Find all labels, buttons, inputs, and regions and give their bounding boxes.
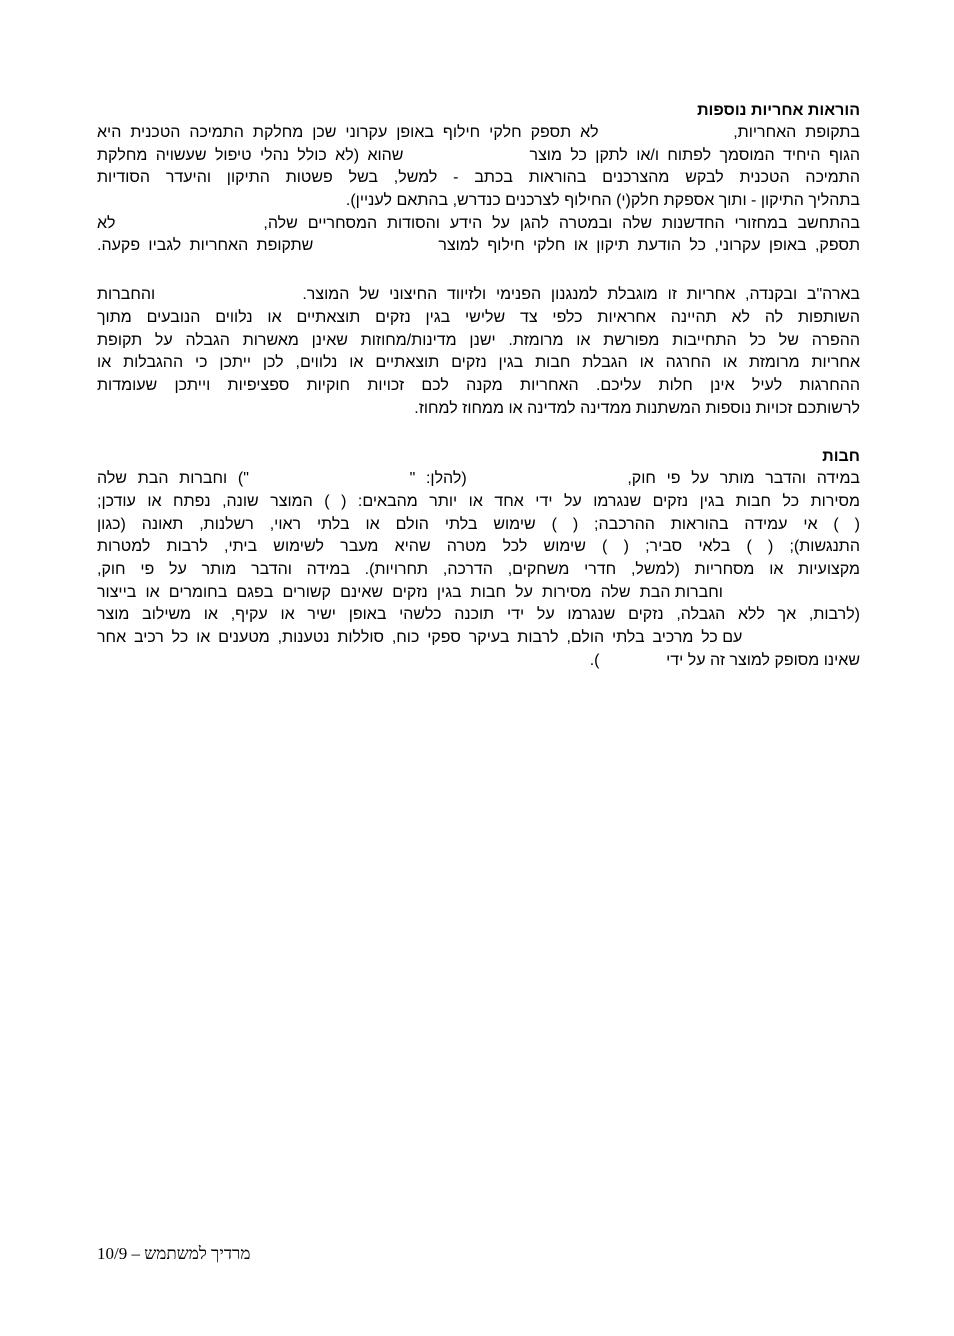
section-liability	[97, 446, 860, 672]
paragraph-line: בארה"ב ובקנדה, אחריות זו מוגבלת למנגנון הפנימי ולזיווד החיצוני של המוצר. והחברות	[97, 286, 860, 304]
paragraph-line: (לרבות, אך ללא הגבלה, נזקים שנגרמו על ידי תוכנה כלשהי באופן ישיר או עקיף, או משילוב מוצר	[97, 606, 860, 624]
page-footer: מרדיך למשתמש – 10/9	[97, 1244, 251, 1263]
paragraph-line: מסירות כל חבות בגין נזקים שנגרמו על ידי אחד או יותר מהבאים: ( ) המוצר שונה, נפתח או עודכן;	[97, 492, 860, 510]
paragraph-line: תספק, באופן עקרוני, כל הודעת תיקון או חלקי חילוף למוצר שתקופת האחריות לגביו פקעה.	[97, 237, 860, 255]
paragraph-line: שאינו מסופק למוצר זה על ידי ).	[589, 651, 860, 669]
paragraph-gap	[97, 420, 860, 446]
paragraph-line: עם כל מרכיב בלתי הולם, לרבות בעיקר ספקי כוח, סוללות נטענות, מטענים או כל רכיב אחר	[97, 629, 860, 647]
section-heading: חבות	[822, 448, 860, 466]
paragraph-line: ( ) אי עמידה בהוראות ההרכבה; ( ) שימוש בלתי הולם או בלתי ראוי, רשלנות, תאונה (כגון	[97, 515, 860, 533]
paragraph-line: בתקופת האחריות, לא תספק חלקי חילוף באופן עקרוני שכן מחלקת התמיכה הטכנית היא	[97, 124, 860, 141]
section-heading: הוראות אחריות נוספות	[697, 102, 860, 119]
paragraph-line: לרשותכם זכויות נוספות המשתנות ממדינה למדינה או ממחוז למחוז.	[414, 399, 860, 417]
paragraph-line: אחריות מרומזת או החרגה או הגבלת חבות בגין נזקים תוצאתיים או נלווים, לכן ייתכן כי ההגבלות או	[97, 354, 860, 372]
paragraph-line: מקצועיות או מסחריות (למשל, חדרי משחקים, הדרכה, תחרויות). במידה והדבר מותר על פי חוק,	[97, 561, 860, 578]
paragraph-line: וחברות הבת שלה מסירות על חבות בגין נזקים שאינם קשורים בפגם בחומרים או בייצור	[97, 583, 860, 601]
paragraph-line: התמיכה הטכנית לבקש מהצרכנים בהוראות בכתב - למשל, בשל פשטות התיקון והיעדר הסודיות	[97, 169, 860, 187]
paragraph-line: התנגשות); ( ) בלאי סביר; ( ) שימוש לכל מטרה שהיא מעבר לשימוש ביתי, לרבות למטרות	[97, 538, 860, 556]
paragraph-line: בהתחשב במחזורי החדשנות שלה ובמטרה להגן על הידע והסודות המסחריים שלה, לא	[97, 214, 860, 232]
paragraph-line: ההחרגות לעיל אינן חלות עליכם. האחריות מקנה לכם זכויות חוקיות ספציפיות וייתכן שעומדות	[97, 376, 860, 394]
section-additional-warranty	[97, 100, 860, 258]
paragraph-gap	[97, 258, 860, 284]
paragraph-line: בתהליך התיקון - ותוך אספקת חלק(י) החילוף לצרכנים כנדרש, בהתאם לעניין).	[345, 192, 860, 210]
document-body	[97, 100, 860, 672]
paragraph-line: במידה והדבר מותר על פי חוק, (להלן: " ") וחברות הבת שלה	[97, 470, 860, 488]
paragraph-line: השותפות לה לא תהיינה אחראיות כלפי צד שלישי בגין נזקים תוצאתיים או נלווים הנובעים מתוך	[97, 308, 860, 326]
section-us-canada	[97, 284, 860, 420]
paragraph-line: ההפרה של כל התחייבות מפורשת או מרומזת. ישנן מדינות/מחוזות שאינן מאשרות הגבלה על תקופת	[97, 331, 860, 349]
paragraph-line: הגוף היחיד המוסמך לפתוח ו/או לתקן כל מוצר שהוא (לא כולל נהלי טיפול שעשויה מחלקת	[97, 146, 860, 164]
